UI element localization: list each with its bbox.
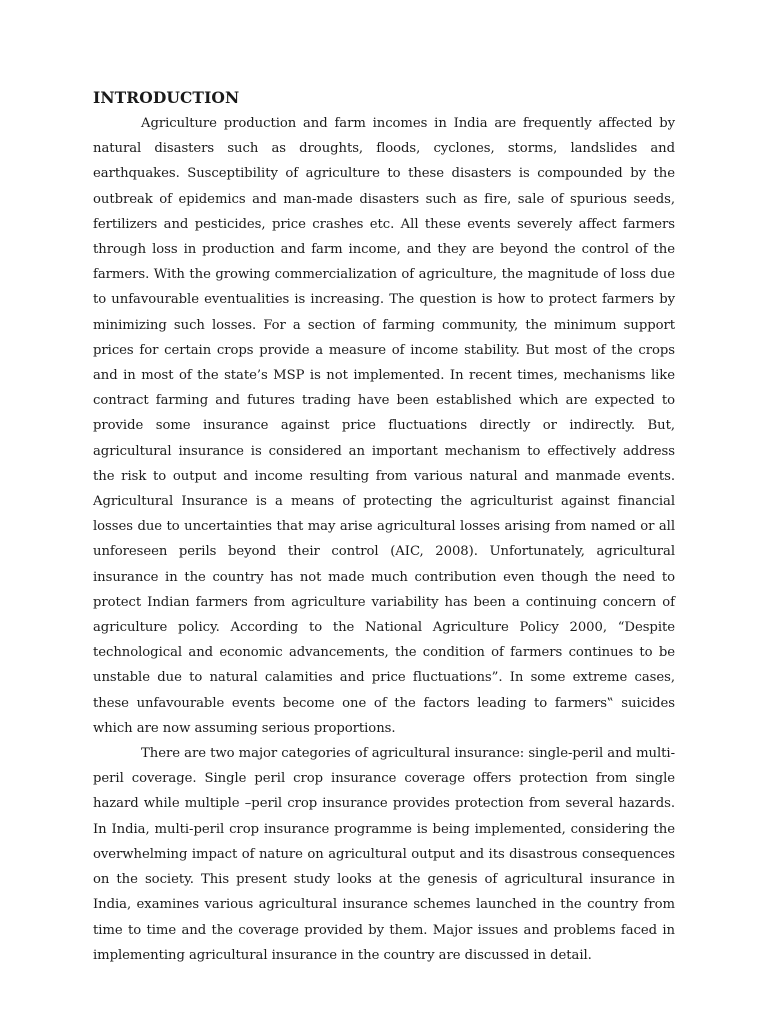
paragraph-2: There are two major categories of agricultural insurance: single-peril and multi-peril coverage. Single peril crop insurance coverage offers protection from single hazard while multiple –peril crop insurance provides protection from several hazards. In India, multi-peril crop insurance programme is being implemented, considering the overwhelming impact of nature on agricultural output and its disastrous consequences on the society. This present study looks at the genesis of agricultural insurance in India, examines various agricultural insurance schemes launched in the country from time to time and the coverage provided by them. Major issues and problems faced in implementing agricultural insurance in the country are discussed in detail. <box>93 746 675 963</box>
paragraph-1: Agriculture production and farm incomes in India are frequently affected by natural disasters such as droughts, floods, cyclones, storms, landslides and earthquakes. Susceptibility of agriculture to these disasters is compounded by the outbreak of epidemics and man-made disasters such as fire, sale of spurious seeds, fertilizers and pesticides, price crashes etc. All these events severely affect farmers through loss in production and farm income, and they are beyond the control of the farmers. With the growing commercialization of agriculture, the magnitude of loss due to unfavourable eventualities is increasing. The question is how to protect farmers by minimizing such losses. For a section of farming community, the minimum support prices for certain crops provide a measure of income stability. But most of the crops and in most of the state’s MSP is not implemented. In recent times, mechanisms like contract farming and futures trading have been established which are expected to provide some insurance against price fluctuations directly or indirectly. But, agricultural insurance is considered an important mechanism to effectively address the risk to output and income resulting from various natural and manmade events. Agricultural Insurance is a means of protecting the agriculturist against financial losses due to uncertainties that may arise agricultural losses arising from named or all unforeseen perils beyond their control (AIC, 2008). Unfortunately, agricultural insurance in the country has not made much contribution even though the need to protect Indian farmers from agriculture variability has been a continuing concern of agriculture policy. According to the National Agriculture Policy 2000, “Despite technological and economic advancements, the condition of farmers continues to be unstable due to natural calamities and price fluctuations”. In some extreme cases, these unfavourable events become one of the factors leading to farmers‟ suicides which are now assuming serious proportions. <box>93 116 675 736</box>
document-body <box>93 86 675 968</box>
section-heading: INTRODUCTION <box>93 88 240 107</box>
